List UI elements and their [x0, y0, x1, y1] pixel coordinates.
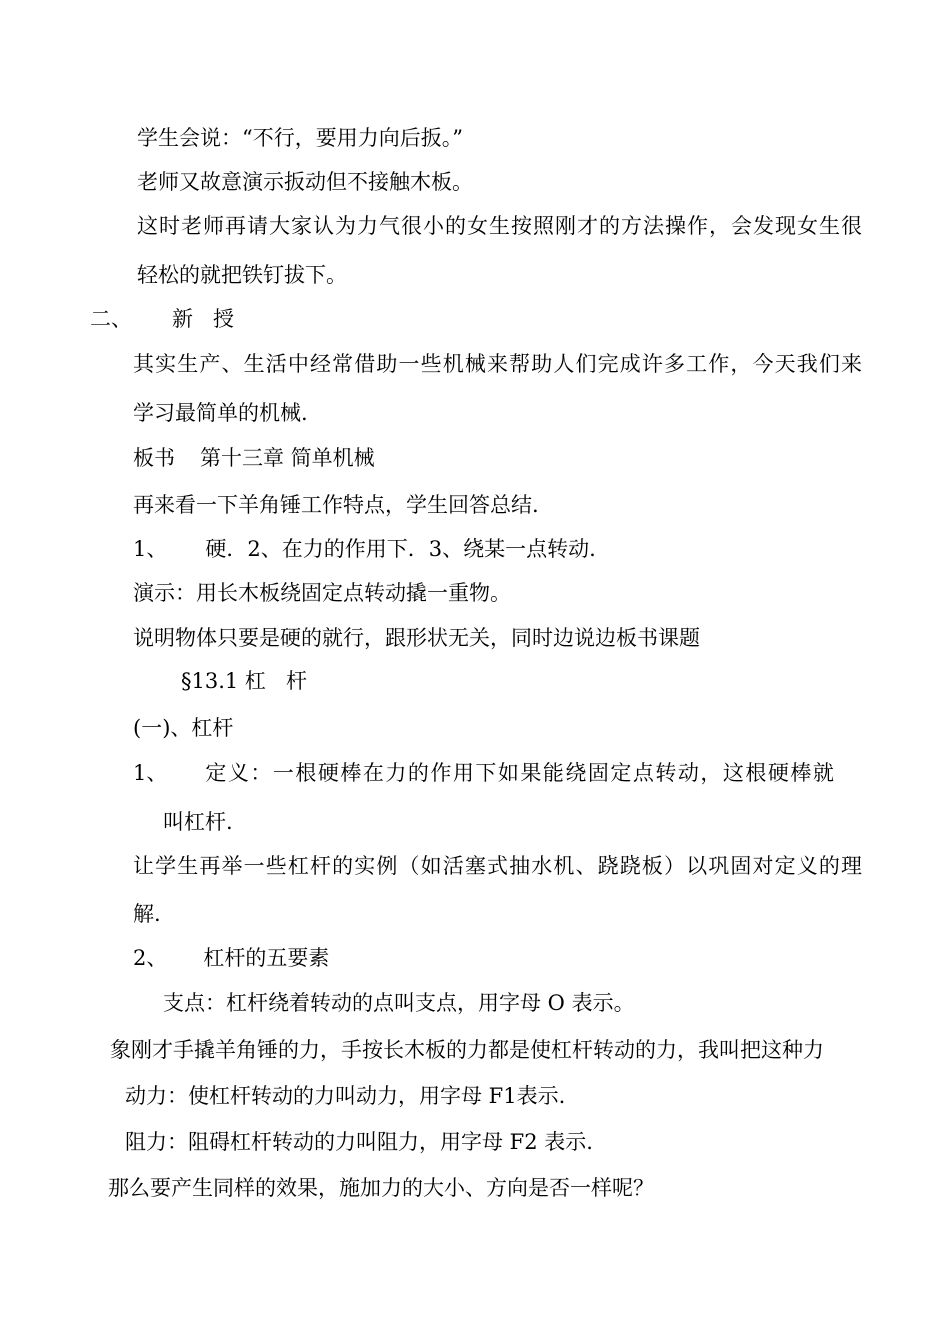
text-line: 这时老师再请大家认为力气很小的女生按照刚才的方法操作，会发现女生很 [137, 214, 862, 238]
item-number: 1、 [133, 537, 168, 561]
text-line: 支点：杠杆绕着转动的点叫支点，用字母 O 表示。 [163, 991, 635, 1015]
numbered-line [133, 944, 329, 972]
text-line: 阻力：阻碍杠杆转动的力叫阻力，用字母 F2 表示. [125, 1130, 593, 1154]
text-line: 其实生产、生活中经常借助一些机械来帮助人们完成许多工作，今天我们来 [133, 352, 862, 376]
text-line: 演示：用长木板绕固定点转动撬一重物。 [133, 581, 511, 605]
subsection-heading: (一)、杠杆 [133, 716, 234, 740]
chapter-title: 第十三章 简单机械 [200, 446, 375, 470]
text-line: 再来看一下羊角锤工作特点，学生回答总结. [133, 493, 539, 517]
text-line: 学习最简单的机械. [133, 401, 308, 425]
lesson-title-part: §13.1 杠 [181, 669, 266, 693]
blackboard-label: 板书 [133, 446, 175, 470]
item-number: 1、 [133, 761, 168, 785]
numbered-line [133, 759, 862, 787]
item-text: 硬．2、在力的作用下．3、绕某一点转动. [205, 537, 596, 561]
lesson-title-part: 杆 [285, 669, 307, 693]
text-line: 象刚才手撬羊角锤的力，手按长木板的力都是使杠杆转动的力，我叫把这种力 [110, 1038, 824, 1062]
text-line: 动力：使杠杆转动的力叫动力，用字母 F1表示. [125, 1084, 566, 1108]
numbered-line [133, 535, 596, 563]
section-title-char: 授 [213, 307, 234, 331]
text-line: 叫杠杆. [163, 810, 233, 834]
section-title-char: 新 [172, 307, 193, 331]
text-line: 解. [133, 902, 161, 926]
text-line: 那么要产生同样的效果，施加力的大小、方向是否一样呢？ [108, 1176, 654, 1200]
section-heading [90, 305, 234, 333]
blackboard-line [133, 444, 375, 472]
text-line: 学生会说：“不行，要用力向后扳。” [137, 126, 463, 150]
item-number: 2、 [133, 946, 168, 970]
item-text: 杠杆的五要素 [203, 946, 330, 970]
section-number: 二、 [90, 307, 132, 331]
text-line: 轻松的就把铁钉拔下。 [137, 263, 347, 287]
lesson-title [181, 667, 307, 695]
item-text: 定义：一根硬棒在力的作用下如果能绕固定点转动，这根硬棒就 [205, 761, 836, 785]
text-line: 老师又故意演示扳动但不接触木板。 [137, 170, 473, 194]
text-line: 说明物体只要是硬的就行，跟形状无关，同时边说边板书课题 [133, 626, 700, 650]
text-line: 让学生再举一些杠杆的实例（如活塞式抽水机、跷跷板）以巩固对定义的理 [133, 854, 862, 878]
